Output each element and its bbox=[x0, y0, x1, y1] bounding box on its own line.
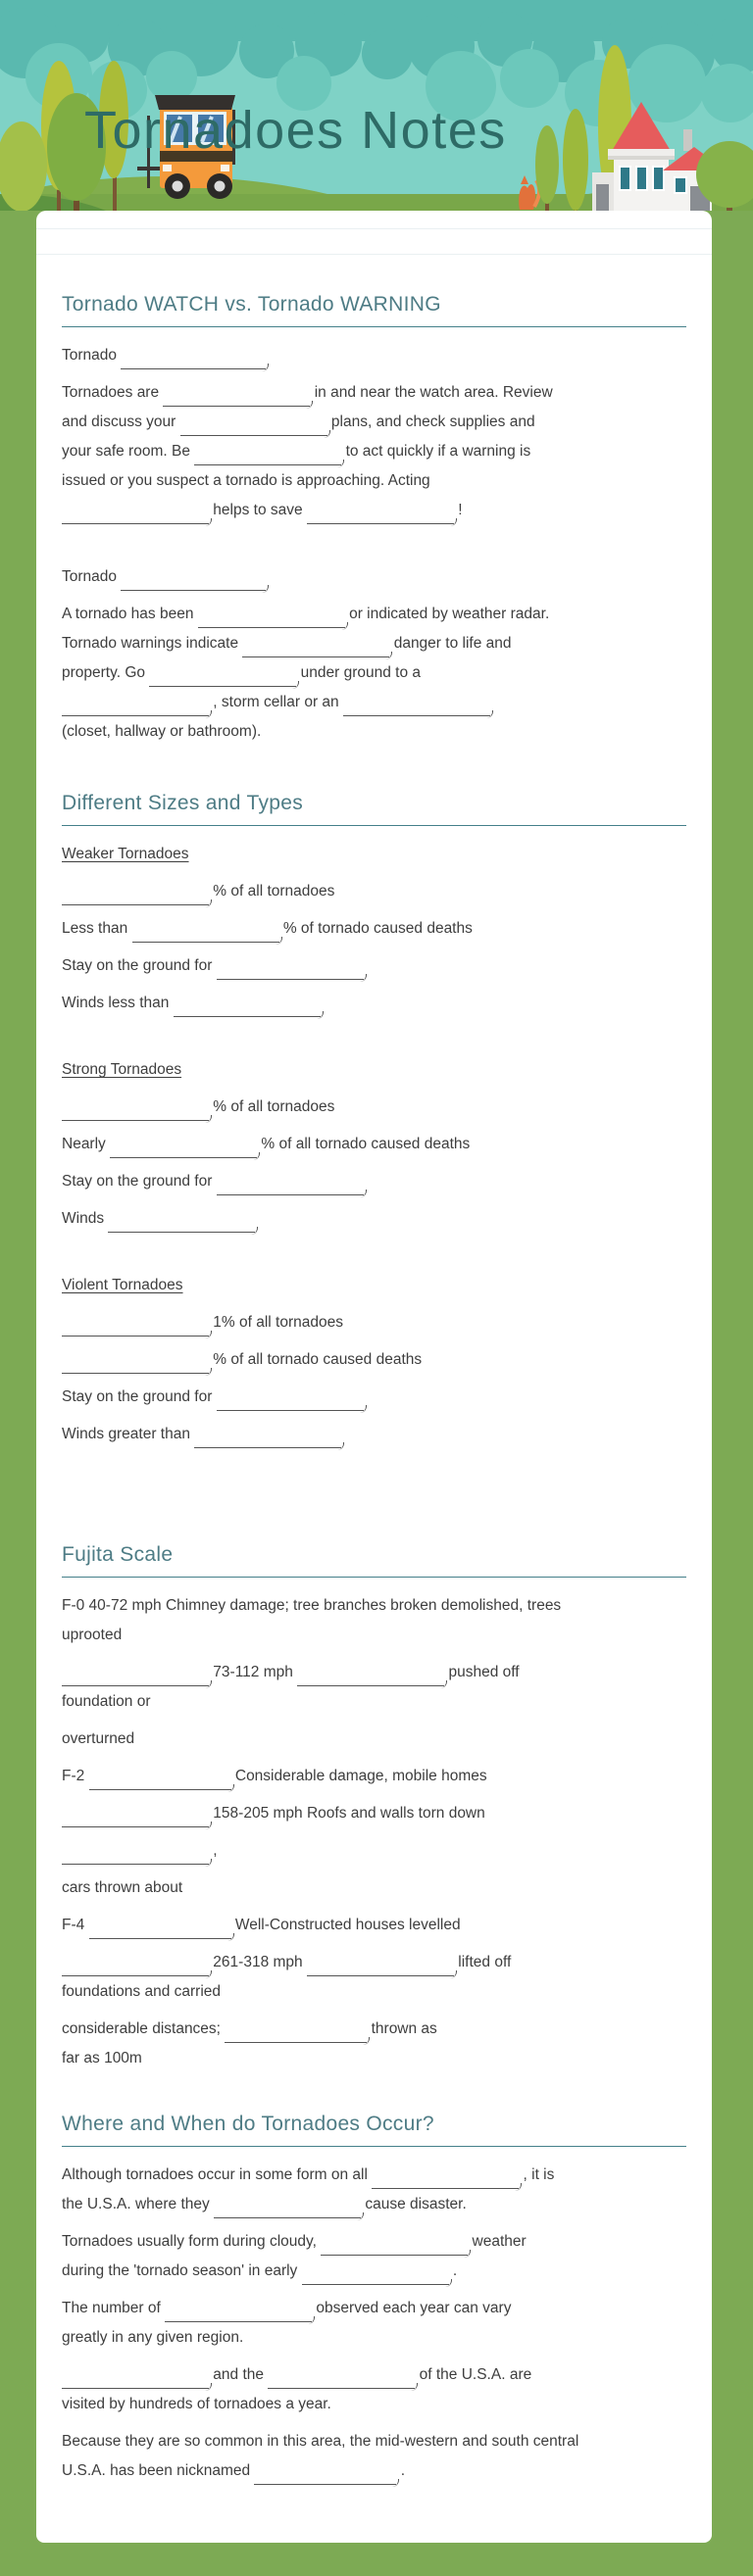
fill-in-blank[interactable] bbox=[165, 2302, 312, 2322]
text-segment: cars thrown about bbox=[62, 1879, 183, 1896]
text-line bbox=[62, 2190, 686, 2219]
text-line bbox=[62, 840, 686, 869]
text-line bbox=[62, 1948, 686, 1977]
worksheet-card bbox=[36, 211, 712, 2543]
fill-in-blank[interactable] bbox=[62, 1807, 209, 1827]
fill-in-blank[interactable] bbox=[194, 445, 341, 465]
text-segment: , bbox=[209, 1842, 218, 1859]
text-segment: Stay on the ground for bbox=[62, 1173, 217, 1190]
text-segment: 261-318 mph bbox=[209, 1954, 307, 1970]
fill-in-blank[interactable] bbox=[89, 1770, 231, 1790]
text-segment: Tornadoes usually form during cloudy, bbox=[62, 2233, 322, 2250]
text-segment: of the U.S.A. are bbox=[415, 2366, 532, 2383]
text-line bbox=[62, 1093, 686, 1122]
question-block bbox=[62, 1055, 686, 1085]
text-segment: during the 'tornado season' in early bbox=[62, 2262, 302, 2279]
text-line bbox=[62, 717, 686, 747]
question-block bbox=[62, 1308, 686, 1337]
text-segment: , it is bbox=[519, 2166, 555, 2183]
question-block bbox=[62, 914, 686, 944]
question-block bbox=[62, 1271, 686, 1300]
fill-in-blank[interactable] bbox=[163, 386, 310, 407]
question-block bbox=[62, 951, 686, 981]
text-segment: helps to save bbox=[209, 502, 307, 518]
question-block bbox=[62, 341, 686, 370]
question-block bbox=[62, 2161, 686, 2219]
section-heading: Fujita Scale bbox=[62, 1543, 174, 1566]
text-line bbox=[62, 1271, 686, 1300]
question-block bbox=[62, 1799, 686, 1828]
question-block bbox=[62, 1420, 686, 1449]
question-block bbox=[62, 877, 686, 906]
text-line bbox=[62, 1725, 686, 1754]
question-block bbox=[62, 2015, 686, 2073]
fill-in-blank[interactable] bbox=[132, 922, 279, 943]
text-line bbox=[62, 1799, 686, 1828]
text-segment: Winds greater than bbox=[62, 1426, 195, 1442]
text-segment: 158-205 mph Roofs and walls torn down bbox=[209, 1805, 485, 1822]
text-line bbox=[62, 1687, 686, 1717]
text-line bbox=[62, 877, 686, 906]
text-segment: U.S.A. has been nicknamed bbox=[62, 2462, 255, 2479]
question-block bbox=[62, 1383, 686, 1412]
question-block bbox=[62, 2360, 686, 2419]
fill-in-blank[interactable] bbox=[307, 1956, 454, 1976]
text-segment: % of all tornadoes bbox=[209, 883, 335, 899]
fill-in-blank[interactable] bbox=[62, 1316, 209, 1337]
text-segment: 1% of all tornadoes bbox=[209, 1314, 344, 1331]
fill-in-blank[interactable] bbox=[62, 1100, 209, 1121]
question-block bbox=[62, 840, 686, 869]
text-segment: weather bbox=[468, 2233, 527, 2250]
fill-in-blank[interactable] bbox=[62, 2368, 209, 2389]
text-line bbox=[62, 496, 686, 525]
text-line bbox=[62, 1621, 686, 1650]
text-line bbox=[62, 2044, 686, 2073]
text-line bbox=[62, 2427, 686, 2456]
fill-in-blank[interactable] bbox=[194, 1428, 341, 1448]
question-block bbox=[62, 2294, 686, 2353]
text-segment: in and near the watch area. Review bbox=[310, 384, 553, 401]
text-segment: or indicated by weather radar. bbox=[344, 606, 550, 622]
text-segment: cause disaster. bbox=[361, 2196, 467, 2212]
text-line bbox=[62, 1762, 686, 1791]
fill-in-blank[interactable] bbox=[198, 608, 345, 628]
text-segment: and discuss your bbox=[62, 413, 180, 430]
text-line bbox=[62, 914, 686, 944]
text-segment: Less than bbox=[62, 920, 132, 937]
page-title: Tornadoes Notes bbox=[84, 101, 507, 160]
text-line bbox=[62, 951, 686, 981]
question-block bbox=[62, 2227, 686, 2286]
divider bbox=[36, 228, 712, 229]
fill-in-blank[interactable] bbox=[121, 349, 266, 369]
text-segment: lifted off bbox=[453, 1954, 512, 1970]
question-block bbox=[62, 1762, 686, 1791]
fill-in-blank[interactable] bbox=[214, 2198, 361, 2218]
heading-rule bbox=[62, 2146, 686, 2147]
fill-in-blank[interactable] bbox=[62, 1666, 209, 1686]
text-segment: foundation or bbox=[62, 1693, 151, 1710]
text-segment: the U.S.A. where they bbox=[62, 2196, 215, 2212]
text-line bbox=[62, 2294, 686, 2323]
divider bbox=[36, 254, 712, 255]
text-segment: % of all tornado caused deaths bbox=[209, 1351, 423, 1368]
text-segment: F-4 bbox=[62, 1917, 89, 1933]
text-line bbox=[62, 1977, 686, 2007]
text-line bbox=[62, 658, 686, 688]
text-segment: % of all tornado caused deaths bbox=[257, 1136, 471, 1152]
text-segment: uprooted bbox=[62, 1627, 123, 1643]
fill-in-blank[interactable] bbox=[62, 1353, 209, 1374]
question-block bbox=[62, 1725, 686, 1754]
header-illustration bbox=[0, 0, 753, 211]
text-segment: issued or you suspect a tornado is approaching. Acting bbox=[62, 472, 430, 489]
text-segment: Considerable damage, mobile homes bbox=[230, 1768, 487, 1784]
text-line bbox=[62, 341, 686, 370]
text-segment: danger to life and bbox=[389, 635, 512, 652]
question-block bbox=[62, 1130, 686, 1159]
text-line bbox=[62, 1873, 686, 1903]
sections-container bbox=[62, 293, 686, 2486]
text-line bbox=[62, 1345, 686, 1375]
text-segment: % of tornado caused deaths bbox=[278, 920, 473, 937]
text-segment: A tornado has been bbox=[62, 606, 198, 622]
fill-in-blank[interactable] bbox=[217, 1175, 364, 1195]
section-sizes-and-types bbox=[62, 792, 686, 1449]
text-line bbox=[62, 2323, 686, 2353]
text-segment: Tornado warnings indicate bbox=[62, 635, 243, 652]
text-segment: your safe room. Be bbox=[62, 443, 195, 460]
text-line bbox=[62, 2257, 686, 2286]
text-segment: observed each year can vary bbox=[312, 2300, 512, 2316]
text-segment: ! bbox=[453, 502, 463, 518]
text-segment: Nearly bbox=[62, 1136, 111, 1152]
text-segment: (closet, hallway or bathroom). bbox=[62, 723, 262, 740]
text-segment: under ground to a bbox=[296, 664, 421, 681]
text-line bbox=[62, 1055, 686, 1085]
text-segment: Winds bbox=[62, 1210, 109, 1227]
text-line bbox=[62, 2015, 686, 2044]
fill-in-blank[interactable] bbox=[217, 959, 364, 980]
fill-in-blank[interactable] bbox=[268, 2368, 415, 2389]
text-line bbox=[62, 1836, 686, 1866]
fill-in-blank[interactable] bbox=[121, 570, 266, 591]
fill-in-blank[interactable] bbox=[108, 1212, 255, 1233]
text-line bbox=[62, 629, 686, 658]
heading-rule bbox=[62, 1577, 686, 1578]
text-segment: plans, and check supplies and bbox=[326, 413, 535, 430]
text-segment: 73-112 mph bbox=[209, 1664, 298, 1680]
fill-in-blank[interactable] bbox=[89, 1919, 231, 1939]
text-segment: Because they are so common in this area, the mid-western and south central bbox=[62, 2433, 579, 2450]
section-where-and-when bbox=[62, 2113, 686, 2486]
fill-in-blank[interactable] bbox=[242, 637, 389, 657]
fill-in-blank[interactable] bbox=[254, 2464, 396, 2485]
text-segment: Tornado bbox=[62, 568, 122, 585]
question-block bbox=[62, 1167, 686, 1196]
question-block bbox=[62, 600, 686, 747]
heading-rule bbox=[62, 326, 686, 327]
text-segment: overturned bbox=[62, 1730, 135, 1747]
text-segment: pushed off bbox=[444, 1664, 520, 1680]
text-line bbox=[62, 562, 686, 592]
fill-in-blank[interactable] bbox=[307, 504, 454, 524]
question-block bbox=[62, 1345, 686, 1375]
fill-in-blank[interactable] bbox=[297, 1666, 444, 1686]
text-line bbox=[62, 1204, 686, 1234]
fill-in-blank[interactable] bbox=[217, 1390, 364, 1411]
fill-in-blank[interactable] bbox=[110, 1138, 257, 1158]
text-segment: . bbox=[448, 2262, 458, 2279]
text-segment: thrown as bbox=[367, 2020, 437, 2037]
text-segment: , storm cellar or an bbox=[209, 694, 343, 710]
fill-in-blank[interactable] bbox=[302, 2264, 449, 2285]
section-heading: Tornado WATCH vs. Tornado WARNING bbox=[62, 293, 441, 316]
text-line bbox=[62, 688, 686, 717]
fill-in-blank[interactable] bbox=[62, 1844, 209, 1865]
subheading-label: Violent Tornadoes bbox=[62, 1277, 183, 1293]
text-line bbox=[62, 378, 686, 408]
question-block bbox=[62, 1836, 686, 1866]
text-line bbox=[62, 1658, 686, 1687]
text-segment: Stay on the ground for bbox=[62, 1388, 217, 1405]
text-segment: Stay on the ground for bbox=[62, 957, 217, 974]
fill-in-blank[interactable] bbox=[372, 2168, 519, 2189]
text-line bbox=[62, 1167, 686, 1196]
text-line bbox=[62, 437, 686, 466]
subheading-label: Weaker Tornadoes bbox=[62, 846, 189, 862]
fill-in-blank[interactable] bbox=[62, 1956, 209, 1976]
text-segment: considerable distances; bbox=[62, 2020, 226, 2037]
section-fujita-scale bbox=[62, 1543, 686, 2073]
question-block bbox=[62, 378, 686, 525]
text-segment: far as 100m bbox=[62, 2050, 142, 2066]
fill-in-blank[interactable] bbox=[343, 696, 490, 716]
text-line bbox=[62, 2227, 686, 2257]
text-line bbox=[62, 2390, 686, 2419]
fill-in-blank[interactable] bbox=[62, 504, 209, 524]
text-segment: Winds less than bbox=[62, 995, 174, 1011]
text-segment: Well-Constructed houses levelled bbox=[230, 1917, 461, 1933]
text-line bbox=[62, 466, 686, 496]
text-line bbox=[62, 2360, 686, 2390]
text-segment: % of all tornadoes bbox=[209, 1098, 335, 1115]
text-line bbox=[62, 1591, 686, 1621]
text-segment: greatly in any given region. bbox=[62, 2329, 244, 2346]
question-block bbox=[62, 1911, 686, 1940]
question-block bbox=[62, 1093, 686, 1122]
text-line bbox=[62, 1420, 686, 1449]
text-segment: Tornado bbox=[62, 347, 122, 364]
text-line bbox=[62, 1308, 686, 1337]
text-segment: . bbox=[396, 2462, 406, 2479]
fill-in-blank[interactable] bbox=[180, 415, 327, 436]
text-segment: F-0 40-72 mph Chimney damage; tree branches broken demolished, trees bbox=[62, 1597, 562, 1614]
question-block bbox=[62, 2427, 686, 2486]
fill-in-blank[interactable] bbox=[62, 696, 209, 716]
text-line bbox=[62, 2161, 686, 2190]
text-segment: Tornadoes are bbox=[62, 384, 164, 401]
fill-in-blank[interactable] bbox=[174, 996, 321, 1017]
text-segment: and the bbox=[209, 2366, 269, 2383]
text-line bbox=[62, 1911, 686, 1940]
question-block bbox=[62, 1658, 686, 1717]
text-segment: F-2 bbox=[62, 1768, 89, 1784]
text-line bbox=[62, 408, 686, 437]
question-block bbox=[62, 1591, 686, 1650]
fill-in-blank[interactable] bbox=[62, 885, 209, 905]
fill-in-blank[interactable] bbox=[321, 2235, 468, 2256]
heading-rule bbox=[62, 825, 686, 826]
text-line bbox=[62, 2456, 686, 2486]
text-segment: to act quickly if a warning is bbox=[341, 443, 531, 460]
fill-in-blank[interactable] bbox=[149, 666, 296, 687]
text-line bbox=[62, 1383, 686, 1412]
question-block bbox=[62, 1204, 686, 1234]
question-block bbox=[62, 989, 686, 1018]
text-line bbox=[62, 989, 686, 1018]
question-block bbox=[62, 562, 686, 592]
text-segment: Although tornadoes occur in some form on all bbox=[62, 2166, 373, 2183]
section-heading: Where and When do Tornadoes Occur? bbox=[62, 2113, 434, 2135]
fill-in-blank[interactable] bbox=[225, 2022, 367, 2043]
text-line bbox=[62, 600, 686, 629]
text-segment: The number of bbox=[62, 2300, 166, 2316]
text-segment: visited by hundreds of tornadoes a year. bbox=[62, 2396, 331, 2412]
question-block bbox=[62, 1948, 686, 2007]
section-watch-vs-warning bbox=[62, 293, 686, 747]
text-line bbox=[62, 1130, 686, 1159]
question-block bbox=[62, 1873, 686, 1903]
section-heading: Different Sizes and Types bbox=[62, 792, 304, 814]
text-segment: foundations and carried bbox=[62, 1983, 222, 2000]
subheading-label: Strong Tornadoes bbox=[62, 1061, 182, 1078]
text-segment: property. Go bbox=[62, 664, 150, 681]
